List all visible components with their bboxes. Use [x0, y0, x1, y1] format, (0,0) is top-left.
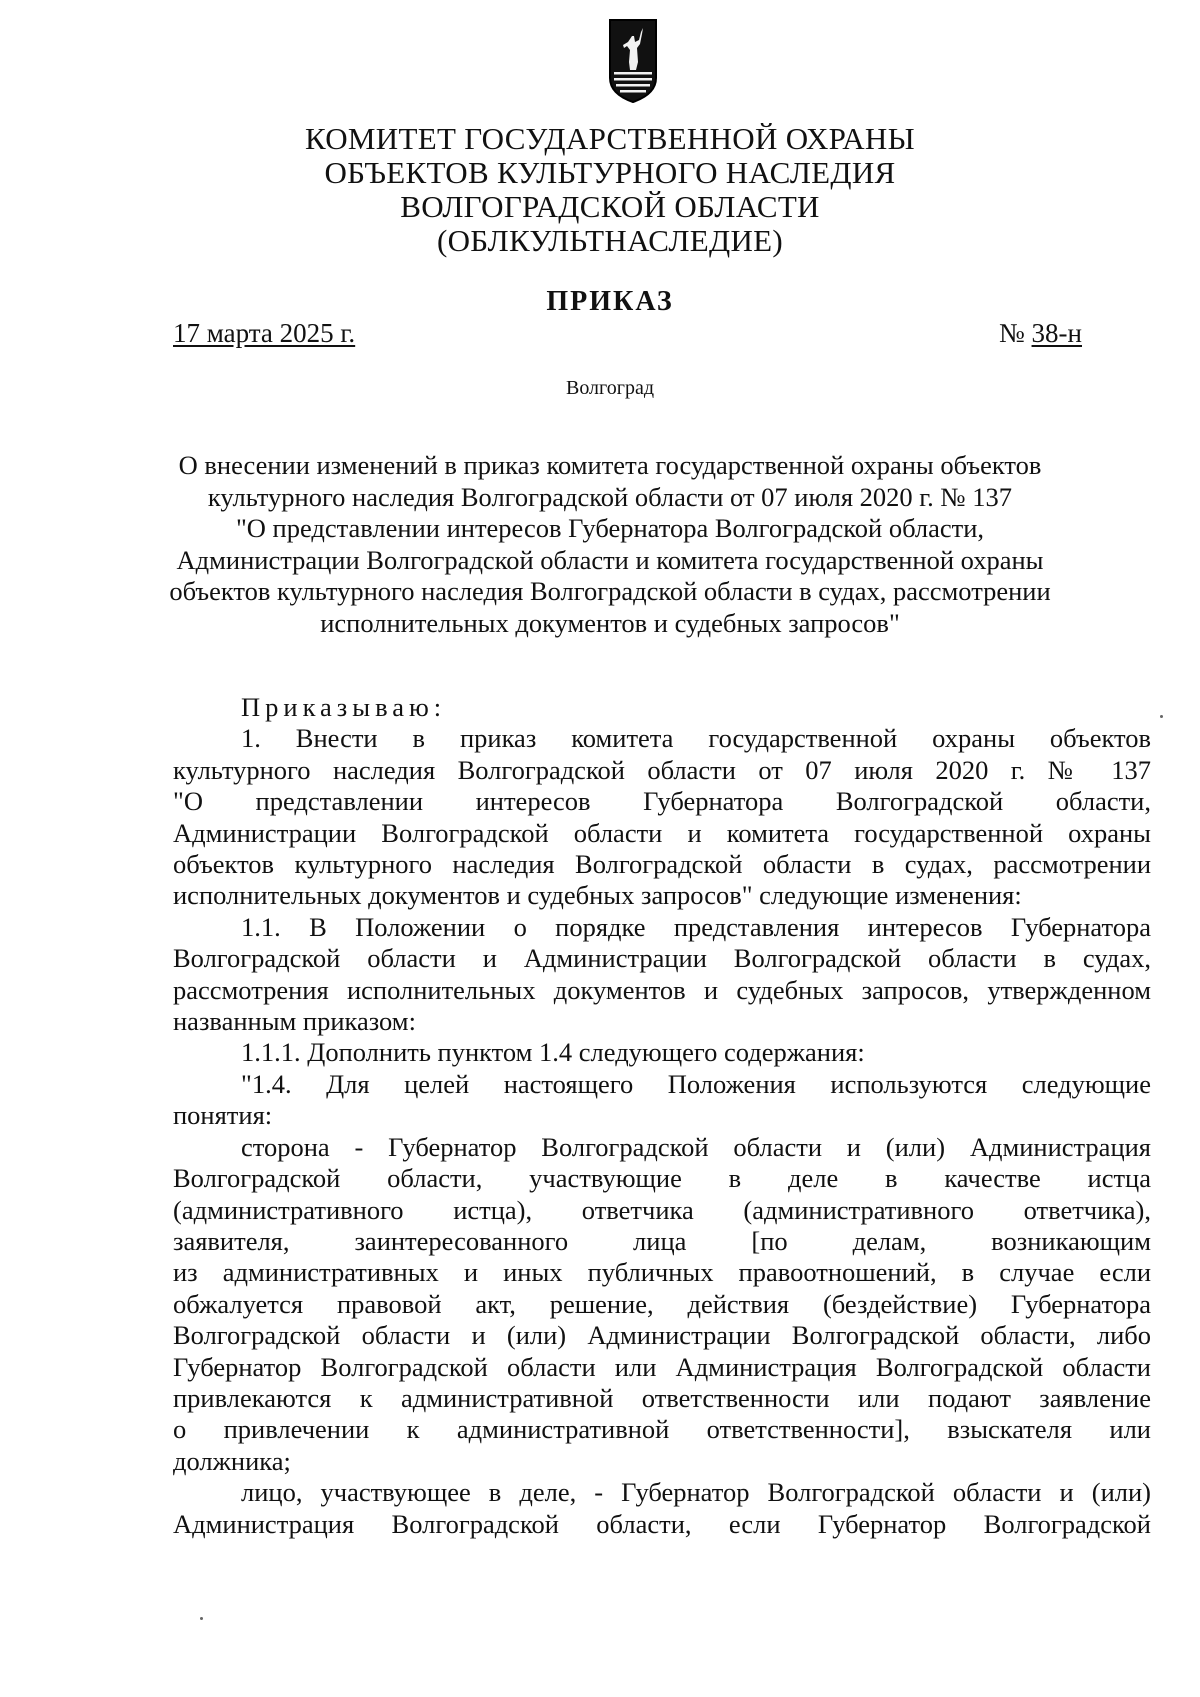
order-date: 17 марта 2025 г.: [173, 318, 356, 348]
text-line: 1.1. В Положении о порядке представления интересов Губернатора: [241, 911, 1151, 942]
city-name: Волгоград: [565, 377, 655, 399]
order-subject: [150, 450, 1070, 639]
org-line: КОМИТЕТ ГОСУДАРСТВЕННОЙ ОХРАНЫ: [305, 121, 915, 156]
text-line: Волгоградской области и Администрации Волгоградской области в судах,: [173, 943, 1151, 974]
text-line: обжалуется правовой акт, решение, действия (бездействие) Губернатора: [173, 1288, 1151, 1319]
org-line: (ОБЛКУЛЬТНАСЛЕДИЕ): [437, 223, 783, 258]
text-line: культурного наследия Волгоградской области от 07 июля 2020 г. № 137: [173, 754, 1151, 785]
text-line: Администрации Волгоградской области и комитета государственной охраны: [173, 817, 1151, 848]
text-line: Волгоградской области и (или) Администрации Волгоградской области, либо: [173, 1320, 1151, 1351]
text-line: привлекаются к административной ответственности или подают заявление: [173, 1382, 1151, 1413]
paragraph-1-4: [173, 1069, 1151, 1132]
paragraph-1: [173, 723, 1151, 911]
text-line: 1. Внести в приказ комитета государственной охраны объектов: [241, 723, 1151, 754]
subject-line: культурного наследия Волгоградской области от 07 июля 2020 г. № 137: [207, 481, 1013, 512]
text-line: лицо, участвующее в деле, - Губернатор Волгоградской области и (или): [241, 1477, 1151, 1508]
text-line: Волгоградской области, участвующие в деле в качестве истца: [173, 1163, 1151, 1194]
text-line: из административных и иных публичных правоотношений, в случае если: [173, 1257, 1151, 1288]
org-line: ОБЪЕКТОВ КУЛЬТУРНОГО НАСЛЕДИЯ: [324, 155, 896, 190]
definition-side: [173, 1132, 1151, 1477]
subject-line: "О представлении интересов Губернатора Волгоградской области,: [235, 513, 985, 543]
subject-line: объектов культурного наследия Волгоградской области в судах, рассмотрении: [169, 576, 1051, 606]
text-line: понятия:: [173, 1100, 273, 1131]
order-number: [999, 318, 1082, 349]
organization-name: [300, 122, 920, 258]
text-line: "1.4. Для целей настоящего Положения используются следующие: [241, 1068, 1151, 1099]
order-word: Приказываю:: [241, 692, 447, 722]
scan-speck: [1160, 715, 1163, 718]
paragraph-1-1: [173, 912, 1151, 1038]
org-line: ВОЛГОГРАДСКОЙ ОБЛАСТИ: [400, 189, 820, 224]
text-line: 1.1.1. Дополнить пунктом 1.4 следующего содержания:: [241, 1037, 865, 1068]
scan-speck: [200, 1617, 203, 1620]
volgograd-coat-of-arms-icon: [608, 18, 658, 104]
text-line: должника;: [173, 1445, 291, 1476]
text-line: (административного истца), ответчика (административного ответчика),: [173, 1194, 1151, 1225]
order-body: [173, 692, 1151, 1540]
text-line: заявителя, заинтересованного лица [по делам, возникающим: [173, 1225, 1151, 1256]
order-number-value: 38-н: [1031, 318, 1082, 348]
text-line: рассмотрения исполнительных документов и судебных запросов, утвержденном: [173, 974, 1151, 1005]
text-line: Губернатор Волгоградской области или Администрация Волгоградской области: [173, 1351, 1151, 1382]
subject-line: исполнительных документов и судебных запросов": [320, 607, 900, 638]
text-line: названным приказом:: [173, 1006, 416, 1037]
order-number-prefix: №: [999, 318, 1032, 348]
text-line: сторона - Губернатор Волгоградской области и (или) Администрация: [241, 1131, 1151, 1162]
subject-line: О внесении изменений в приказ комитета государственной охраны объектов: [178, 450, 1042, 480]
definition-person: [173, 1477, 1151, 1540]
text-line: исполнительных документов и судебных запросов" следующие изменения:: [173, 880, 1022, 911]
text-line: "О представлении интересов Губернатора Волгоградской области,: [173, 786, 1151, 817]
document-type-title: ПРИКАЗ: [546, 286, 674, 317]
text-line: объектов культурного наследия Волгоградской области в судах, рассмотрении: [173, 849, 1151, 880]
text-line: о привлечении к административной ответственности], взыскателя или: [173, 1414, 1151, 1445]
text-line: Администрация Волгоградской области, если Губернатор Волгоградской: [173, 1508, 1151, 1539]
paragraph-1-1-1: [173, 1037, 1151, 1068]
order-word-paragraph: [173, 692, 1151, 723]
subject-line: Администрации Волгоградской области и комитета государственной охраны: [176, 544, 1044, 575]
